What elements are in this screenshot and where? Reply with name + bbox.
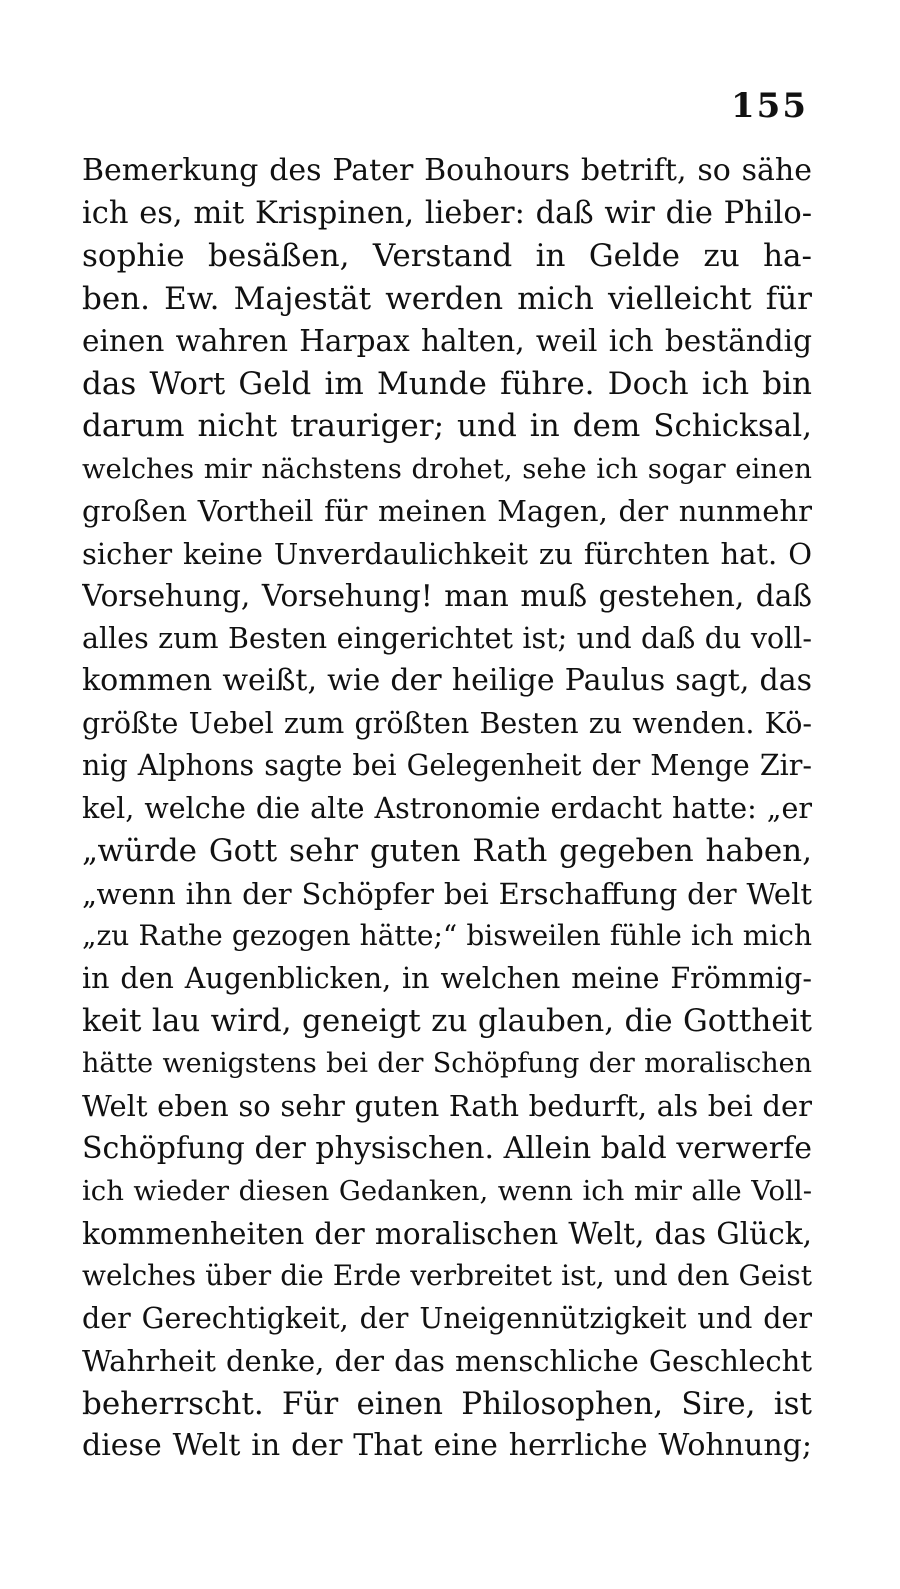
text-line: welches mir nächstens drohet, sehe ich sogar einen bbox=[82, 452, 812, 485]
text-line: welches über die Erde verbreitet ist, und den Geist bbox=[82, 1259, 812, 1292]
text-line: ich wieder diesen Gedanken, wenn ich mir alle Voll- bbox=[82, 1175, 812, 1207]
text-line: Vorsehung, Vorsehung! man muß gestehen, daß bbox=[82, 579, 812, 613]
text-line: das Wort Geld im Munde führe. Doch ich bin bbox=[82, 365, 812, 402]
text-line: „würde Gott sehr guten Rath gegeben haben, bbox=[82, 833, 812, 869]
text-line: großen Vortheil für meinen Magen, der nunmehr bbox=[82, 494, 812, 528]
text-line: nig Alphons sagte bei Gelegenheit der Menge Zir- bbox=[82, 749, 812, 782]
text-line: sophie besäßen, Verstand in Gelde zu ha- bbox=[82, 238, 812, 274]
text-line: einen wahren Harpax halten, weil ich beständig bbox=[82, 324, 812, 358]
page-number: 155 bbox=[731, 86, 808, 126]
text-line: Bemerkung des Pater Bouhours betrift, so sähe bbox=[82, 153, 812, 188]
text-line: alles zum Besten eingerichtet ist; und daß du voll- bbox=[82, 621, 812, 655]
text-line: sicher keine Unverdaulichkeit zu fürchten hat. O bbox=[82, 536, 812, 571]
body-text bbox=[82, 150, 812, 1468]
text-line: ben. Ew. Majestät werden mich vielleicht für bbox=[82, 280, 812, 317]
text-line: hätte wenigstens bei der Schöpfung der moralischen bbox=[82, 1047, 812, 1079]
text-line: „wenn ihn der Schöpfer bei Erschaffung der Welt bbox=[82, 876, 812, 911]
text-line: Welt eben so sehr guten Rath bedurft, als bei der bbox=[82, 1089, 812, 1123]
text-line: kommenheiten der moralischen Welt, das Glück, bbox=[82, 1216, 812, 1251]
text-line: kel, welche die alte Astronomie erdacht hatte: „er bbox=[82, 791, 812, 825]
text-line: Schöpfung der physischen. Allein bald verwerfe bbox=[82, 1130, 812, 1166]
text-line: der Gerechtigkeit, der Uneigennützigkeit und der bbox=[82, 1301, 812, 1335]
text-line: kommen weißt, wie der heilige Paulus sagt, das bbox=[82, 663, 812, 698]
text-line: „zu Rathe gezogen hätte;“ bisweilen fühle ich mich bbox=[82, 919, 812, 952]
text-line: keit lau wird, geneigt zu glauben, die Gottheit bbox=[82, 1003, 812, 1039]
text-line: ich es, mit Krispinen, lieber: daß wir die Philo- bbox=[82, 195, 812, 231]
text-line: darum nicht trauriger; und in dem Schicksal, bbox=[82, 408, 812, 444]
text-line: beherrscht. Für einen Philosophen, Sire, ist bbox=[82, 1385, 812, 1422]
text-line: diese Welt in der That eine herrliche Wohnung; bbox=[82, 1428, 812, 1463]
text-line: in den Augenblicken, in welchen meine Frömmig- bbox=[82, 961, 812, 995]
text-line: größte Uebel zum größten Besten zu wenden. Kö- bbox=[82, 706, 812, 740]
text-line: Wahrheit denke, der das menschliche Geschlecht bbox=[82, 1344, 812, 1378]
